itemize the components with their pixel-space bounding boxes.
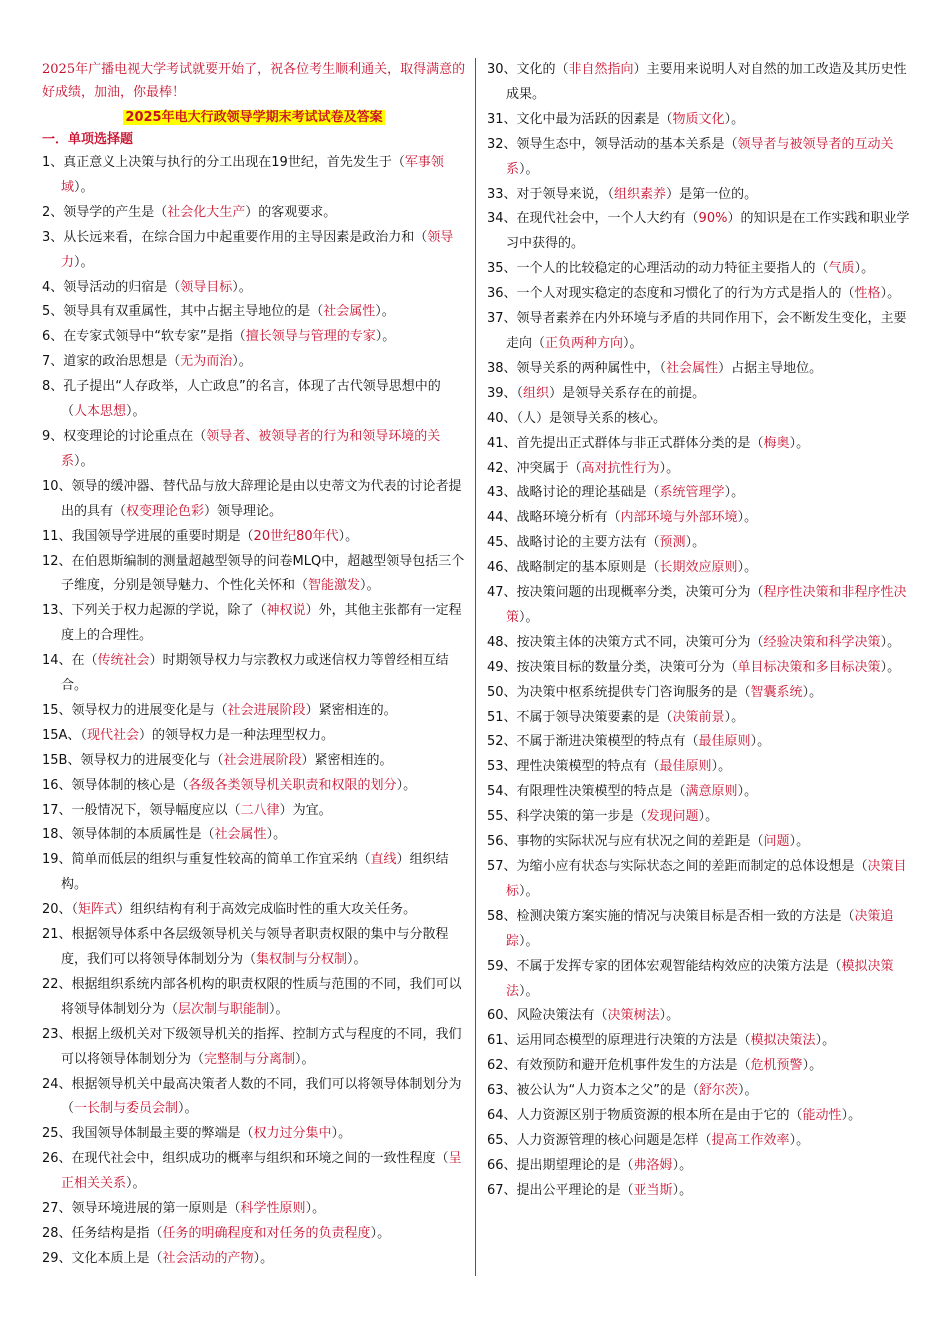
answer-text: 内部环境与外部环境	[620, 510, 738, 526]
question-text: 15、领导权力的进展变化是与（	[42, 702, 228, 718]
question-text-end: ）。	[266, 827, 287, 843]
answer-text: 提高工作效率	[711, 1132, 790, 1148]
question-text-end: ）。	[659, 460, 680, 476]
question-item	[487, 133, 912, 183]
question-text: 7、道家的政治思想是（	[42, 354, 181, 370]
question-item	[487, 1129, 912, 1154]
question-text: 44、战略环境分析有（	[487, 510, 621, 526]
question-item	[487, 1029, 912, 1054]
question-item	[487, 1104, 912, 1129]
question-item	[42, 923, 466, 973]
answer-text: 一长制与委员会制	[74, 1101, 179, 1117]
question-text: 55、科学决策的第一步是（	[487, 809, 647, 825]
question-text-end: ）。	[338, 528, 359, 544]
answer-text: 弗洛姆	[633, 1157, 673, 1173]
answer-text: 决策前景	[672, 709, 725, 725]
question-text: 61、运用同态模型的原理进行决策的方法是（	[487, 1033, 751, 1049]
question-text: 59、不属于发挥专家的团体宏观智能结构效应的决策方法是（	[487, 958, 842, 974]
question-item	[42, 799, 466, 824]
question-text-end: ）。	[126, 1176, 146, 1192]
question-item	[487, 207, 912, 257]
question-text-end: ）。	[519, 609, 539, 625]
right-column	[487, 58, 912, 1204]
question-item	[42, 649, 466, 699]
answer-text: 二八律	[240, 802, 280, 818]
question-text: 13、下列关于权力起源的学说，除了（	[42, 603, 267, 619]
question-item	[487, 730, 912, 755]
answer-text: 领导者、被领导者的行为和领导环境的关系	[61, 428, 441, 469]
question-item	[42, 599, 466, 649]
question-item	[42, 898, 466, 923]
answer-text: 擅长领导与管理的专家	[245, 329, 376, 345]
answer-text: 非自然指向	[568, 62, 634, 77]
question-text: 8、孔子提出“人存政举，人亡政息”的名言，体现了古代领导思想中的（	[42, 379, 441, 420]
question-text: 1、真正意义上决策与执行的分工出现在19世纪，首先发生于（	[42, 155, 405, 170]
question-item	[487, 631, 912, 656]
answer-text: 满意原则	[685, 784, 738, 800]
question-text: 17、一般情况下，领导幅度应以（	[42, 802, 241, 818]
answer-text: 社会属性	[666, 360, 719, 376]
question-item	[487, 581, 912, 631]
question-text: 28、任务结构是指（	[42, 1225, 163, 1241]
question-item	[487, 531, 912, 556]
answer-text: 集权制与分权制	[256, 952, 348, 967]
answer-text: 领导目标	[180, 279, 233, 295]
question-text-end: ）。	[854, 261, 875, 277]
answer-text: 经验决策和科学决策	[763, 634, 881, 650]
answer-text: 呈正相关关系	[61, 1151, 462, 1192]
answer-text: 社会活动的产物	[162, 1250, 254, 1266]
left-column	[42, 58, 466, 1272]
question-text: 21、根据领导体系中各层级领导机关与领导者职责权限的集中与分散程度，我们可以将领导体制划分为（	[42, 927, 449, 967]
answer-text: 决策追踪	[506, 908, 894, 949]
question-text-end: ）。	[802, 684, 823, 700]
question-text: 15A、（	[42, 727, 87, 743]
answer-text: 高对抗性行为	[581, 460, 660, 476]
answer-text: 正负两种方向	[545, 335, 624, 351]
question-text-end: ）。	[802, 1058, 823, 1074]
intro-text: 2025年广播电视大学考试就要开始了，祝各位考生顺利通关，取得满意的好成绩，加油，你最棒！	[42, 62, 466, 100]
answer-text: 预测	[659, 535, 686, 551]
question-item	[487, 1004, 912, 1029]
question-text: 47、按决策问题的出现概率分类，决策可分为（	[487, 585, 764, 601]
question-text-end: ）的领导权力是一种法理型权力。	[138, 727, 334, 743]
question-text: 11、我国领导学进展的重要时期是（	[42, 528, 254, 544]
question-text: 4、领导活动的归宿是（	[42, 279, 181, 295]
question-item	[487, 1054, 912, 1079]
question-item	[42, 375, 466, 425]
answer-text: 权力过分集中	[253, 1126, 332, 1142]
question-text-end: ）。	[685, 535, 706, 551]
question-item	[42, 973, 466, 1023]
question-item	[487, 681, 912, 706]
question-text: 10、领导的缓冲器、替代品与放大辞理论是由以史蒂文为代表的讨论者提出的具有（	[42, 478, 462, 519]
question-text: 27、领导环境进展的第一原则是（	[42, 1201, 241, 1217]
question-text-end: ）。	[750, 734, 771, 750]
question-text-end: ）。	[623, 335, 643, 351]
question-text: 51、不属于领导决策要素的是（	[487, 709, 673, 725]
answer-text: 模拟决策法	[750, 1033, 816, 1049]
answer-text: 最佳原则	[698, 734, 751, 750]
question-item	[42, 823, 466, 848]
question-text: 35、一个人的比较稳定的心理活动的动力特征主要指人的（	[487, 261, 829, 277]
answer-text: 性格	[854, 286, 881, 302]
question-text: 36、一个人对现实稳定的态度和习惯化了的行为方式是指人的（	[487, 286, 855, 302]
question-text: 5、领导具有双重属性，其中占据主导地位的是（	[42, 304, 324, 320]
question-text: 58、检测决策方案实施的情况与决策目标是否相一致的方法是（	[487, 908, 855, 924]
question-text-end: ）。	[789, 834, 810, 850]
question-text-end: ）。	[232, 354, 252, 370]
question-text-end: ）紧密相连的。	[305, 702, 397, 718]
answer-text: 系统管理学	[659, 485, 725, 501]
question-text-end: ）为宜。	[279, 802, 332, 818]
question-text: 45、战略讨论的主要方法有（	[487, 535, 660, 551]
question-item	[487, 357, 912, 382]
question-text-end: ）组织结构。	[61, 852, 449, 893]
question-item	[42, 276, 466, 301]
question-text: 19、简单而低层的组织与重复性较高的简单工作宜采纳（	[42, 852, 371, 868]
question-item	[487, 282, 912, 307]
question-text: 67、提出公平理论的是（	[487, 1182, 634, 1198]
question-text-end: ）是第一位的。	[666, 186, 758, 202]
question-text: 20、（	[42, 902, 79, 918]
answer-text: 传统社会	[97, 653, 150, 669]
question-text: 16、领导体制的核心是（	[42, 777, 189, 793]
question-text-end: ）。	[672, 1182, 693, 1198]
question-item	[487, 457, 912, 482]
question-text-end: ）。	[737, 784, 758, 800]
answer-text: 层次制与职能制	[178, 1001, 270, 1017]
answer-text: 神权说	[266, 603, 306, 619]
question-item	[42, 1073, 466, 1123]
right-question-list	[487, 58, 912, 1204]
question-text: 63、被公认为“人力资本之父”的是（	[487, 1083, 700, 1099]
question-item	[487, 830, 912, 855]
answer-text: 科学性原则	[240, 1201, 306, 1217]
question-item	[487, 955, 912, 1005]
answer-text: 社会属性	[214, 827, 267, 843]
question-text: 15B、领导权力的进展变化与（	[42, 752, 224, 768]
question-text: 29、文化本质上是（	[42, 1250, 163, 1266]
question-item	[42, 724, 466, 749]
question-text: 42、冲突属于（	[487, 460, 582, 476]
question-text: 6、在专家式领导中“软专家”是指（	[42, 329, 246, 345]
question-item	[42, 425, 466, 475]
question-text-end: ）。	[370, 1225, 391, 1241]
answer-text: 亚当斯	[633, 1182, 673, 1198]
question-text: 66、提出期望理论的是（	[487, 1157, 634, 1173]
question-text-end: ）。	[880, 286, 901, 302]
question-item	[487, 755, 912, 780]
question-text-end: ）是领导关系存在的前提。	[549, 385, 706, 401]
answer-text: 最佳原则	[659, 759, 712, 775]
answer-text: 气质	[828, 261, 855, 277]
question-item	[487, 905, 912, 955]
answer-text: 军事领域	[61, 155, 444, 195]
answer-text: 组织素养	[614, 186, 667, 202]
question-text: 9、权变理论的讨论重点在（	[42, 428, 207, 444]
question-text-end: ）外，其他主张都有一定程度上的合理性。	[61, 603, 462, 644]
question-item	[487, 780, 912, 805]
question-text-end: ）。	[737, 560, 758, 576]
question-text-end: ）。	[880, 634, 901, 650]
question-text-end: ）。	[74, 254, 94, 270]
answer-text: 模拟决策法	[506, 958, 894, 999]
question-text-end: ）。	[74, 179, 94, 195]
answer-text: 问题	[763, 834, 790, 850]
question-text: 14、在（	[42, 653, 98, 669]
answer-text: 单目标决策和多目标决策	[737, 659, 881, 675]
question-text-end: ）组织结构有利于高效完成临时性的重大攻关任务。	[117, 902, 417, 918]
answer-text: 长期效应原则	[659, 560, 738, 576]
question-text-end: ）。	[711, 759, 732, 775]
answer-text: 直线	[370, 852, 397, 868]
question-item	[487, 1154, 912, 1179]
question-text-end: ）。	[880, 659, 901, 675]
question-item	[42, 774, 466, 799]
question-text-end: ）主要用来说明人对自然的加工改造及其历史性成果。	[506, 62, 907, 102]
answer-text: 无为而治	[180, 354, 233, 370]
answer-text: 智囊系统	[750, 684, 803, 700]
question-text: 50、为决策中枢系统提供专门咨询服务的是（	[487, 684, 751, 700]
question-item	[42, 848, 466, 898]
question-text-end: ）。	[789, 435, 810, 451]
question-text-end: ）的知识是在工作实践和职业学习中获得的。	[506, 211, 910, 252]
question-text-end: ）。	[738, 1083, 758, 1099]
answer-text: 领导者与被领导者的互动关系	[506, 136, 894, 177]
question-text: 64、人力资源区别于物质资源的根本所在是由于它的（	[487, 1108, 803, 1124]
question-text-end: ）。	[519, 161, 539, 177]
exam-page	[42, 58, 914, 1288]
question-text-end: ）。	[396, 777, 417, 793]
question-text: 26、在现代社会中，组织成功的概率与组织和环境之间的一致性程度（	[42, 1151, 449, 1167]
question-item	[487, 656, 912, 681]
question-text-end: ）。	[295, 1051, 315, 1067]
answer-text: 权变理论色彩	[126, 503, 205, 519]
question-text: 33、对于领导来说，（	[487, 186, 615, 202]
question-item	[487, 257, 912, 282]
section-heading: 一．单项选择题	[42, 132, 134, 147]
question-text-end: ）。	[331, 1126, 352, 1142]
question-item	[487, 706, 912, 731]
question-text-end: ）。	[375, 304, 395, 320]
question-item	[42, 1247, 466, 1272]
answer-text: 20世纪80年代	[253, 528, 339, 544]
question-item	[42, 1147, 466, 1197]
question-text-end: ）。	[253, 1250, 274, 1266]
answer-text: 人本思想	[74, 404, 127, 420]
question-text: 22、根据组织系统内部各机构的职责权限的性质与范围的不同，我们可以将领导体制划分为（	[42, 976, 462, 1017]
question-item	[487, 382, 912, 407]
question-item	[42, 699, 466, 724]
question-text: 52、不属于渐进决策模型的特点有（	[487, 734, 699, 750]
question-text: 30、文化的（	[487, 62, 569, 77]
question-text-end: ）的客观要求。	[245, 204, 337, 220]
question-item	[42, 300, 466, 325]
answer-text: 梅奥	[763, 435, 790, 451]
question-text: 56、事物的实际状况与应有状况之间的差距是（	[487, 834, 764, 850]
question-text-end: ）。	[841, 1108, 862, 1124]
answer-text: 能动性	[802, 1108, 842, 1124]
answer-text: 危机预警	[750, 1058, 803, 1074]
answer-text: 社会进展阶段	[223, 752, 302, 768]
question-text-end: ）。	[269, 1001, 289, 1017]
question-text: 49、按决策目标的数量分类，决策可分为（	[487, 659, 738, 675]
question-item	[42, 201, 466, 226]
question-item	[487, 1179, 912, 1204]
question-text-end: ）。	[126, 404, 146, 420]
question-text: 23、根据上级机关对下级领导机关的指挥、控制方式与程度的不同，我们可以将领导体制划分为（	[42, 1026, 462, 1067]
question-text-end: ）。	[698, 809, 719, 825]
question-item	[487, 307, 912, 357]
question-text-end: ）。	[737, 510, 758, 526]
left-question-list	[42, 151, 466, 1272]
question-text: 18、领导体制的本质属性是（	[42, 827, 215, 843]
question-item	[487, 481, 912, 506]
question-item	[42, 226, 466, 276]
question-text: 37、领导者素养在内外环境与矛盾的共同作用下，会不断发生变化，主要走向（	[487, 311, 907, 351]
answer-text: 矩阵式	[78, 902, 118, 918]
question-text: 48、按决策主体的决策方式不同，决策可分为（	[487, 634, 764, 650]
question-text-end: ）。	[724, 485, 745, 501]
question-item	[487, 855, 912, 905]
question-item	[42, 749, 466, 774]
question-item	[42, 550, 466, 600]
question-text-end: ）。	[519, 883, 539, 899]
question-item	[487, 1079, 912, 1104]
question-item	[487, 407, 912, 432]
question-text-end: ）领导理论。	[204, 503, 283, 519]
question-item	[487, 506, 912, 531]
question-text: 65、人力资源管理的核心问题是怎样（	[487, 1132, 712, 1148]
question-item	[42, 525, 466, 550]
question-text-end: ）。	[347, 952, 367, 967]
answer-text: 社会化大生产	[167, 204, 246, 220]
question-text: 25、我国领导体制最主要的弊端是（	[42, 1126, 254, 1142]
question-item	[487, 805, 912, 830]
question-text-end: ）。	[815, 1033, 836, 1049]
question-text-end: ）紧密相连的。	[301, 752, 393, 768]
question-item	[42, 1222, 466, 1247]
question-item	[487, 432, 912, 457]
question-text: 40、（人）是领导关系的核心。	[487, 410, 667, 426]
answer-text: 程序性决策和非程序性决策	[506, 585, 907, 625]
question-text: 24、根据领导机关中最高决策者人数的不同，我们可以将领导体制划分为（	[42, 1076, 462, 1117]
question-text: 62、有效预防和避开危机事件发生的方法是（	[487, 1058, 751, 1074]
question-text: 46、战略制定的基本原则是（	[487, 560, 660, 576]
answer-text: 物质文化	[672, 111, 725, 127]
question-text: 41、首先提出正式群体与非正式群体分类的是（	[487, 435, 764, 451]
question-item	[42, 475, 466, 525]
question-text-end: ）。	[672, 1157, 693, 1173]
question-item	[487, 183, 912, 208]
question-item	[42, 350, 466, 375]
answer-text: 任务的明确程度和对任务的负责程度	[162, 1225, 371, 1241]
page-title-text: 2025年电大行政领导学期末考试试卷及答案	[125, 110, 383, 125]
answer-text: 90%	[698, 211, 728, 227]
answer-text: 组织	[523, 385, 550, 401]
question-text-end: ）。	[360, 578, 380, 594]
question-text-end: ）占据主导地位。	[718, 360, 823, 376]
question-text-end: ）。	[305, 1201, 326, 1217]
question-text: 39、（	[487, 385, 524, 401]
question-text-end: ）。	[724, 709, 745, 725]
question-text-end: ）。	[659, 1008, 680, 1024]
answer-text: 决策目标	[506, 859, 907, 899]
answer-text: 舒尔茨	[699, 1083, 739, 1099]
column-divider	[475, 58, 476, 1276]
question-text-end: ）时期领导权力与宗教权力或迷信权力等曾经相互结合。	[61, 653, 449, 694]
question-item	[42, 151, 466, 201]
question-item	[487, 556, 912, 581]
question-text-end: ）。	[519, 983, 539, 999]
answer-text: 完整制与分离制	[204, 1051, 296, 1067]
question-text: 34、在现代社会中，一个人大约有（	[487, 211, 699, 227]
question-text-end: ）。	[375, 329, 396, 345]
question-item	[487, 58, 912, 108]
question-text: 12、在伯恩斯编制的测量超越型领导的问卷MLQ中，超越型领导包括三个子维度，分别是领导魅力、个性化关怀和（	[42, 553, 465, 594]
question-text: 2、领导学的产生是（	[42, 204, 168, 220]
question-text: 60、风险决策法有（	[487, 1008, 608, 1024]
answer-text: 现代社会	[86, 727, 139, 743]
question-item	[42, 1122, 466, 1147]
question-text: 53、理性决策模型的特点有（	[487, 759, 660, 775]
answer-text: 决策树法	[607, 1008, 660, 1024]
question-item	[487, 108, 912, 133]
question-text-end: ）。	[789, 1132, 810, 1148]
page-title	[42, 106, 466, 129]
question-text: 31、文化中最为活跃的因素是（	[487, 111, 673, 127]
question-item	[42, 325, 466, 350]
question-text-end: ）。	[724, 111, 745, 127]
question-text-end: ）。	[232, 279, 252, 295]
question-text: 54、有限理性决策模型的特点是（	[487, 784, 686, 800]
question-text-end: ）。	[178, 1101, 198, 1117]
question-text: 43、战略讨论的理论基础是（	[487, 485, 660, 501]
question-text: 57、为缩小应有状态与实际状态之间的差距而制定的总体设想是（	[487, 859, 868, 874]
question-text: 3、从长远来看，在综合国力中起重要作用的主导因素是政治力和（	[42, 229, 428, 245]
answer-text: 社会属性	[323, 304, 376, 320]
question-text: 38、领导关系的两种属性中，（	[487, 360, 667, 376]
question-text: 32、领导生态中，领导活动的基本关系是（	[487, 136, 738, 152]
answer-text: 领导力	[61, 229, 454, 270]
answer-text: 发现问题	[646, 809, 699, 825]
answer-text: 各级各类领导机关职责和权限的划分	[188, 777, 397, 793]
question-text-end: ）。	[74, 453, 94, 469]
question-item	[42, 1197, 466, 1222]
question-text-end: ）。	[519, 933, 539, 949]
answer-text: 智能激发	[308, 578, 361, 594]
question-item	[42, 1023, 466, 1073]
answer-text: 社会进展阶段	[227, 702, 306, 718]
